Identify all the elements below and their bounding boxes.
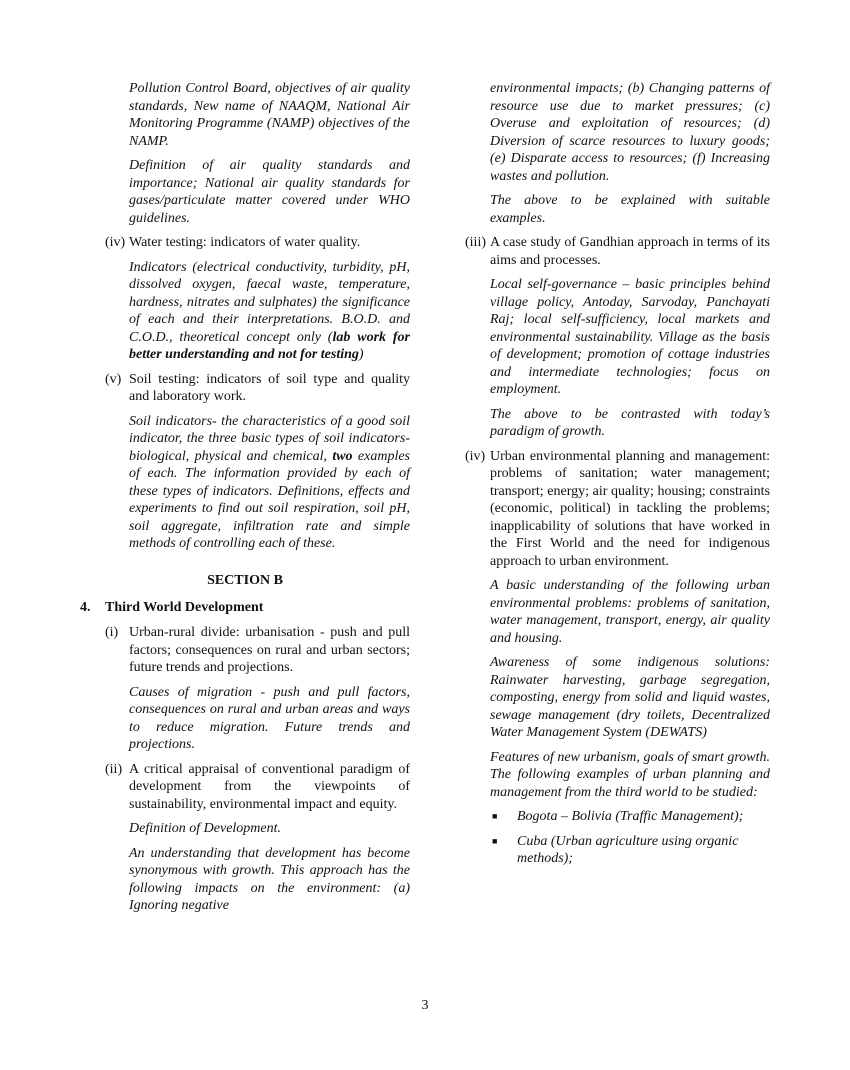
item-urban-rural: [105, 624, 410, 677]
examples-list: [490, 808, 770, 868]
item-number: (iv): [465, 448, 486, 464]
square-bullet-icon: ■: [492, 811, 498, 821]
water-indicators-paragraph: [129, 259, 410, 364]
item-development-paradigm: [105, 761, 410, 814]
left-column: [80, 80, 410, 922]
item-number: (iv): [105, 235, 126, 250]
section-heading: SECTION B: [207, 572, 283, 588]
topic-number: 4.: [80, 599, 91, 615]
item-urban-planning: [465, 448, 770, 571]
item-text: Urban environmental planning and management: problems of sanitation; water management; transport; energy; air quality; housing; constraints (economic, political) in tackling the problems; inapplicability of solutions that have worked in the First World and the need for indigenous approach to urban environment.: [490, 448, 770, 569]
impacts-paragraph: environmental impacts; (b) Changing patterns of resource use due to market pressures; (c) Overuse and exploitation of resources; (d) Diversion of scarce resources to luxury goods; (e) Disparate access to resources; (f) Increasing wastes and pollution.: [490, 81, 770, 184]
text-run: Indicators (electrical conductivity, turbidity, pH, dissolved oxygen, faecal waste, temperature, hardness, nitrates and sulphates) the significance of each and their interpretations. B.O.D. and C.O.D., theoretical concept only (: [129, 259, 410, 345]
air-quality-standards-paragraph: Definition of air quality standards and importance; National air quality standards for gases/particulate matter covered under WHO guidelines.: [129, 158, 410, 226]
new-urbanism-paragraph: Features of new urbanism, goals of smart growth. The following examples of urban planning and management from the third world to be studied:: [490, 749, 770, 800]
contrast-note: The above to be contrasted with today’s paradigm of growth.: [490, 406, 770, 439]
square-bullet-icon: ■: [492, 835, 498, 846]
item-water-testing: [105, 234, 410, 252]
soil-indicators-paragraph: [129, 413, 410, 553]
development-definition: Definition of Development.: [129, 821, 282, 836]
bold-note: lab work for better understanding and not for testing: [129, 329, 410, 362]
text-run: examples of each. The information provided by each of these types of indicators. Definitions, effects and experiments to find out soil respiration, soil pH, soil aggregate, infiltration rate and simple methods of controlling each of these.: [129, 448, 410, 551]
item-gandhian-approach: [465, 234, 770, 269]
text-run: ): [358, 347, 364, 362]
item-text: A critical appraisal of conventional paradigm of development from the viewpoints of sustainability, environmental impact and equity.: [129, 761, 410, 812]
topic-title: Third World Development: [105, 599, 264, 615]
item-text: Water testing: indicators of water quality.: [129, 235, 361, 250]
migration-paragraph: Causes of migration - push and pull factors, consequences on rural and urban areas and ways to reduce migration. Future trends and projections.: [129, 684, 410, 752]
list-item: [490, 833, 770, 868]
item-text: Urban-rural divide: urbanisation - push and pull factors; consequences on rural and urban sectors; future trends and projections.: [129, 625, 410, 675]
item-number: (v): [105, 371, 122, 387]
indigenous-solutions-paragraph: Awareness of some indigenous solutions: Rainwater harvesting, garbage segregation, composting, energy from solid and liquid wastes, sewage management (dry toilets, Decentralized Water Management System (DEWATS): [490, 655, 770, 740]
urban-problems-paragraph: A basic understanding of the following urban environmental problems: problems of sanitation, water management, transport, energy, air quality and housing.: [490, 578, 770, 646]
list-item-text: Cuba (Urban agriculture using organic methods);: [517, 833, 739, 866]
main-topic-heading: [80, 599, 410, 617]
page-number: 3: [421, 998, 429, 1013]
development-understanding-paragraph: An understanding that development has become synonymous with growth. This approach has the following impacts on the environment: (a) Ignoring negative: [129, 845, 410, 913]
item-text: Soil testing: indicators of soil type and quality and laboratory work.: [129, 371, 410, 404]
air-quality-paragraph: Pollution Control Board, objectives of air quality standards, New name of NAAQM, National Air Monitoring Programme (NAMP) objectives of the NAMP.: [129, 81, 410, 149]
item-number: (ii): [105, 761, 123, 777]
bold-word: two: [332, 448, 353, 464]
item-number: (i): [105, 625, 119, 640]
self-governance-paragraph: Local self-governance – basic principles behind village policy, Antoday, Sarvoday, Panchayati Raj; local self-sufficiency, local markets and environmental sustainability. Village as the basis of development; promotion of cottage industries and intermediate technologies; focus on employment.: [490, 277, 770, 397]
list-item: [490, 808, 770, 826]
item-text: A case study of Gandhian approach in terms of its aims and processes.: [490, 235, 770, 268]
examples-note: The above to be explained with suitable examples.: [490, 193, 770, 226]
item-number: (iii): [465, 235, 486, 250]
item-soil-testing: [105, 371, 410, 406]
text-run: Soil indicators- the characteristics of a good soil indicator, the three basic types of soil indicators- biological, physical and chemical,: [129, 413, 410, 464]
right-column: [465, 80, 770, 875]
list-item-text: Bogota – Bolivia (Traffic Management);: [517, 809, 744, 824]
